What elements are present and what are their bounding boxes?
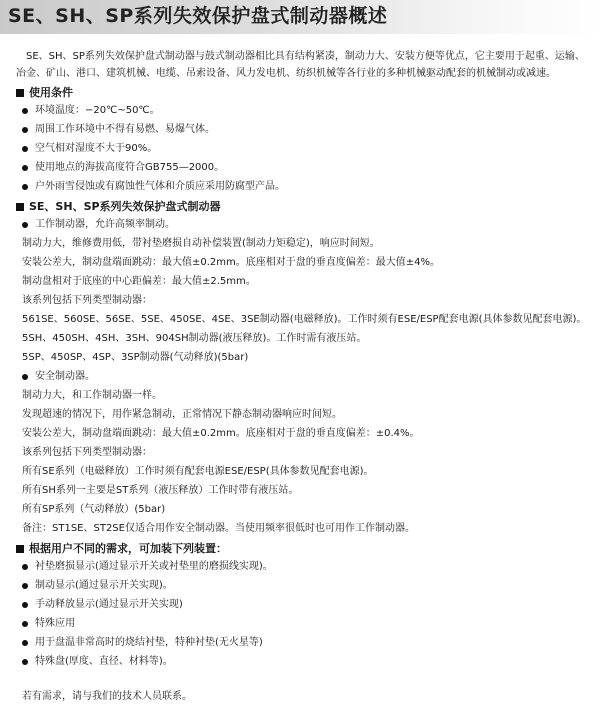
bullet-icon — [22, 564, 28, 570]
list-item: 特殊应用 — [16, 614, 594, 633]
square-bullet-icon — [16, 203, 24, 211]
text-line: 制动力大，和工作制动器一样。 — [22, 390, 162, 401]
square-bullet-icon — [16, 89, 24, 97]
list-item: 特殊盘(厚度、直径、材料等)。 — [16, 652, 594, 671]
list-item: 制动显示(通过显示开关实现)。 — [16, 576, 594, 595]
text-line: 5SP、450SP、4SP、3SP制动器(气动释放)(5bar) — [22, 352, 249, 363]
text-line: 所有SP系列（气动释放）(5bar) — [22, 504, 166, 515]
list-item: 工作制动器，允许高频率制动。 — [16, 215, 594, 234]
document-body — [16, 40, 594, 706]
text-line: 所有SH系列一主要是ST系列（液压释放）工作时带有液压站。 — [22, 485, 299, 496]
bullet-icon — [22, 583, 28, 589]
text-line: 561SE、560SE、56SE、5SE、450SE、4SE、3SE制动器(电磁释放)。工作时须有ESE/ESP配套电源(具体参数见配套电源)。 — [22, 314, 587, 325]
list-item: 周围工作环境中不得有易燃、易爆气体。 — [16, 120, 594, 139]
bullet-icon — [22, 659, 28, 665]
section-heading-options: 根据用户不同的需求，可加装下列装置： — [16, 540, 594, 557]
list-item: 衬垫磨损显示(通过显示开关或衬垫里的磨损线实现)。 — [16, 557, 594, 576]
bullet-icon — [22, 222, 28, 228]
section-heading-series: SE、SH、SP系列失效保护盘式制动器 — [16, 198, 594, 215]
text-line: 制动盘相对于底座的中心距偏差：最大值±2.5mm。 — [22, 276, 256, 287]
text-line: 安装公差大，制动盘端面跳动：最大值±0.2mm。底座相对于盘的垂直度偏差：±0.4%。 — [22, 428, 420, 439]
text-line: 制动力大，维修费用低，带衬垫磨损自动补偿装置(制动力矩稳定)，响应时间短。 — [22, 238, 380, 249]
bullet-icon — [22, 165, 28, 171]
intro-paragraph — [16, 48, 594, 82]
list-item: 空气相对湿度不大于90%。 — [16, 139, 594, 158]
section-heading-conditions: 使用条件 — [16, 84, 594, 101]
bullet-icon — [22, 602, 28, 608]
footer-note: 若有需求，请与我们的技术人员联系。 — [22, 691, 192, 702]
text-line: 安装公差大，制动盘端面跳动：最大值±0.2mm。底座相对于盘的垂直度偏差：最大值±4%。 — [22, 257, 441, 268]
bullet-icon — [22, 640, 28, 646]
page-title: SE、SH、SP系列失效保护盘式制动器概述 — [8, 5, 388, 27]
intro-line: 冶金、矿山、港口、建筑机械、电缆、吊索设备、风力发电机、纺织机械等各行业的多种机械驱动配套的机械制动或减速。 — [16, 68, 556, 79]
text-line: 备注：ST1SE、ST2SE仅适合用作安全制动器。当使用频率很低时也可用作工作制动器。 — [22, 523, 415, 534]
intro-line: SE、SH、SP系列失效保护盘式制动器与鼓式制动器相比具有结构紧凑，制动力大、安装方便等优点，它主要用于起重、运输、 — [26, 51, 585, 62]
text-line: 发现超速的情况下，用作紧急制动，正常情况下静态制动器响应时间短。 — [22, 409, 342, 420]
bullet-icon — [22, 108, 28, 114]
list-item: 用于盘温非常高时的烧结衬垫，特种衬垫(无火星等) — [16, 633, 594, 652]
list-item: 户外雨雪侵蚀或有腐蚀性气体和介质应采用防腐型产品。 — [16, 177, 594, 196]
list-item: 环境温度：−20℃~50℃。 — [16, 101, 594, 120]
bullet-icon — [22, 146, 28, 152]
text-line: 5SH、450SH、4SH、3SH、904SH制动器(液压释放)。工作时需有液压站。 — [22, 333, 367, 344]
text-line: 该系列包括下列类型制动器： — [22, 447, 152, 458]
list-item: 使用地点的海拔高度符合GB755—2000。 — [16, 158, 594, 177]
text-line: 所有SE系列（电磁释放）工作时须有配套电源ESE/ESP(具体参数见配套电源)。 — [22, 466, 374, 477]
text-line: 该系列包括下列类型制动器： — [22, 295, 152, 306]
square-bullet-icon — [16, 545, 24, 553]
bullet-icon — [22, 184, 28, 190]
bullet-icon — [22, 374, 28, 380]
bullet-icon — [22, 621, 28, 627]
spacer — [16, 671, 594, 687]
list-item: 手动释放显示(通过显示开关实现) — [16, 595, 594, 614]
bullet-icon — [22, 127, 28, 133]
list-item: 安全制动器。 — [16, 367, 594, 386]
